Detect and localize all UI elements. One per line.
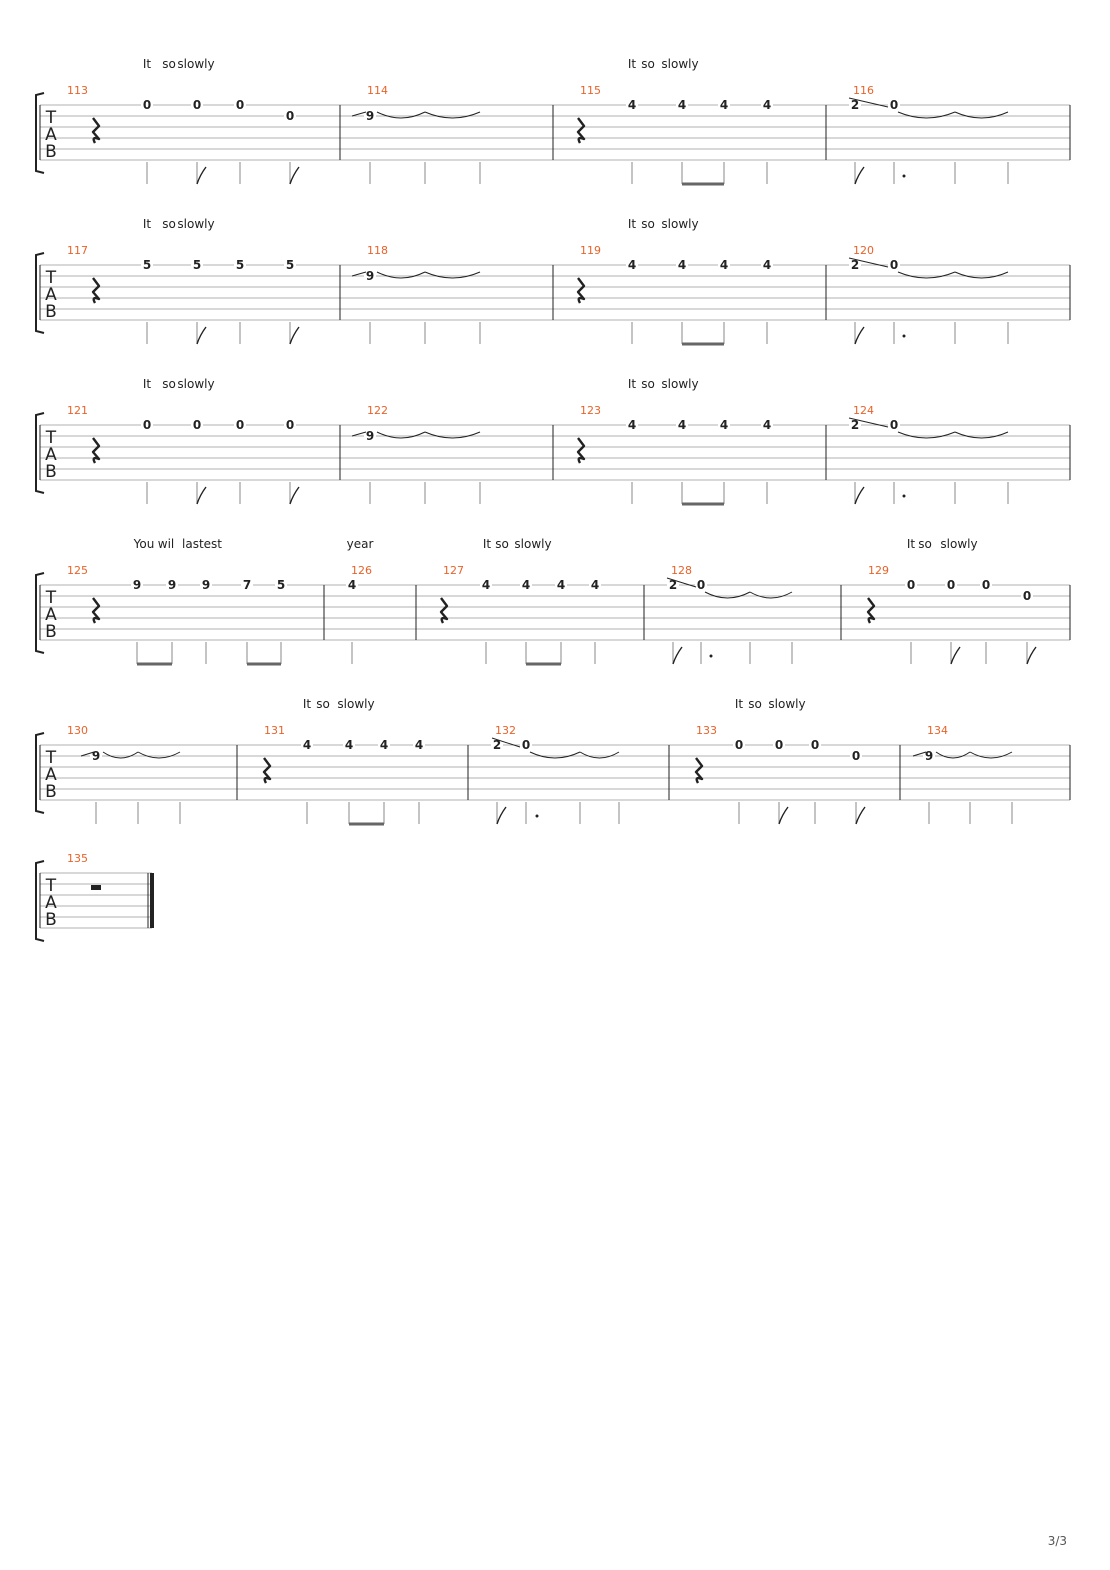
fret-number: 7 [242, 578, 252, 592]
lyric-word: slowly [661, 377, 699, 391]
fret-number: 4 [762, 98, 772, 112]
lyric-word: It [142, 57, 152, 71]
lyric-word: so [316, 697, 330, 711]
fret-number: 0 [946, 578, 956, 592]
fret-number: 2 [850, 258, 860, 272]
measure-number: 121 [67, 404, 88, 417]
quarter-rest [93, 118, 99, 143]
fret-number: 4 [719, 258, 729, 272]
dot [903, 495, 906, 498]
tab-clef-a: A [45, 125, 57, 145]
lyric-word: slowly [177, 57, 215, 71]
quarter-rest [93, 598, 99, 623]
measure-number: 118 [367, 244, 388, 257]
measure-number: 119 [580, 244, 601, 257]
fret-number: 9 [201, 578, 211, 592]
fret-number: 4 [344, 738, 354, 752]
fret-number: 9 [924, 749, 934, 763]
fret-number: 4 [627, 418, 637, 432]
tab-clef-b: B [45, 782, 57, 802]
eighth-flag [197, 167, 206, 184]
lyric-word: so [641, 377, 655, 391]
lyric-word: so [495, 537, 509, 551]
tie-arc [425, 272, 480, 278]
tab-clef-b: B [45, 622, 57, 642]
tie-arc [750, 592, 792, 598]
measure-number: 113 [67, 84, 88, 97]
fret-number: 9 [167, 578, 177, 592]
tie-arc [970, 752, 1012, 758]
fret-number: 2 [668, 578, 678, 592]
eighth-flag [855, 327, 864, 344]
fret-number: 0 [192, 98, 202, 112]
tab-clef-a: A [45, 285, 57, 305]
fret-number: 0 [142, 98, 152, 112]
measure-number: 125 [67, 564, 88, 577]
lyric-word: It [482, 537, 492, 551]
eighth-flag [855, 167, 864, 184]
slide-line [352, 112, 366, 116]
lyric-word: so [162, 217, 176, 231]
eighth-flag [951, 647, 960, 664]
lyric-word: slowly [514, 537, 552, 551]
tie-arc [377, 112, 425, 118]
eighth-flag [290, 487, 299, 504]
lyric-word: so [641, 217, 655, 231]
dot [903, 175, 906, 178]
fret-number: 2 [492, 738, 502, 752]
fret-number: 4 [556, 578, 566, 592]
dot [903, 335, 906, 338]
lyric-word: so [748, 697, 762, 711]
fret-number: 0 [774, 738, 784, 752]
fret-number: 0 [906, 578, 916, 592]
tie-arc [955, 112, 1008, 118]
tie-arc [425, 432, 480, 438]
fret-number: 0 [192, 418, 202, 432]
dot [536, 815, 539, 818]
lyric-word: slowly [768, 697, 806, 711]
measure-number: 115 [580, 84, 601, 97]
fret-number: 4 [521, 578, 531, 592]
lyric-word: slowly [177, 377, 215, 391]
measure-number: 131 [264, 724, 285, 737]
tie-arc [955, 272, 1008, 278]
lyric-word: It [142, 217, 152, 231]
measure-number: 122 [367, 404, 388, 417]
lyric-word: slowly [337, 697, 375, 711]
tie-arc [580, 752, 619, 758]
measure-number: 132 [495, 724, 516, 737]
fret-number: 2 [850, 98, 860, 112]
fret-number: 9 [91, 749, 101, 763]
lyric-word: It [734, 697, 744, 711]
fret-number: 4 [627, 98, 637, 112]
measure-number: 126 [351, 564, 372, 577]
eighth-flag [1027, 647, 1036, 664]
measure-number: 133 [696, 724, 717, 737]
fret-number: 4 [347, 578, 357, 592]
fret-number: 9 [365, 109, 375, 123]
tie-arc [898, 432, 955, 438]
fret-number: 2 [850, 418, 860, 432]
tab-clef-t: T [45, 268, 57, 288]
fret-number: 4 [677, 418, 687, 432]
eighth-flag [197, 487, 206, 504]
fret-number: 0 [696, 578, 706, 592]
fret-number: 0 [851, 749, 861, 763]
tie-arc [898, 112, 955, 118]
eighth-flag [497, 807, 506, 824]
quarter-rest [93, 438, 99, 463]
fret-number: 0 [810, 738, 820, 752]
fret-number: 4 [302, 738, 312, 752]
lyric-word: year [346, 537, 374, 551]
lyric-word: lastest [182, 537, 222, 551]
fret-number: 0 [889, 258, 899, 272]
measure-number: 116 [853, 84, 874, 97]
fret-number: 4 [677, 98, 687, 112]
whole-rest [91, 885, 101, 890]
quarter-rest [578, 278, 584, 303]
fret-number: 4 [481, 578, 491, 592]
tie-arc [103, 752, 138, 758]
fret-number: 4 [677, 258, 687, 272]
quarter-rest [578, 438, 584, 463]
slide-line [352, 272, 366, 276]
eighth-flag [779, 807, 788, 824]
slide-line [352, 432, 366, 436]
tie-arc [898, 272, 955, 278]
fret-number: 0 [285, 109, 295, 123]
fret-number: 0 [521, 738, 531, 752]
tab-clef-a: A [45, 893, 57, 913]
lyric-word: so [918, 537, 932, 551]
fret-number: 5 [142, 258, 152, 272]
tab-clef-a: A [45, 605, 57, 625]
measure-number: 135 [67, 852, 88, 865]
quarter-rest [264, 758, 270, 783]
eighth-flag [856, 807, 865, 824]
fret-number: 0 [285, 418, 295, 432]
tie-arc [377, 432, 425, 438]
fret-number: 9 [365, 429, 375, 443]
quarter-rest [93, 278, 99, 303]
tab-clef-a: A [45, 765, 57, 785]
measure-number: 129 [868, 564, 889, 577]
fret-number: 5 [276, 578, 286, 592]
fret-number: 5 [192, 258, 202, 272]
measure-number: 134 [927, 724, 948, 737]
eighth-flag [290, 327, 299, 344]
fret-number: 4 [719, 418, 729, 432]
fret-number: 4 [762, 258, 772, 272]
fret-number: 5 [235, 258, 245, 272]
lyric-word: It [906, 537, 916, 551]
fret-number: 0 [1022, 589, 1032, 603]
tie-arc [138, 752, 180, 758]
eighth-flag [197, 327, 206, 344]
quarter-rest [868, 598, 874, 623]
lyric-word: It [142, 377, 152, 391]
lyric-word: It [627, 57, 637, 71]
measure-number: 123 [580, 404, 601, 417]
fret-number: 5 [285, 258, 295, 272]
fret-number: 4 [414, 738, 424, 752]
lyric-word: slowly [177, 217, 215, 231]
lyric-word: so [162, 377, 176, 391]
tab-clef-a: A [45, 445, 57, 465]
tie-arc [425, 112, 480, 118]
tab-clef-t: T [45, 588, 57, 608]
fret-number: 4 [379, 738, 389, 752]
fret-number: 0 [235, 98, 245, 112]
measure-number: 127 [443, 564, 464, 577]
fret-number: 0 [981, 578, 991, 592]
eighth-flag [855, 487, 864, 504]
measure-number: 120 [853, 244, 874, 257]
dot [710, 655, 713, 658]
eighth-flag [290, 167, 299, 184]
lyric-word: slowly [940, 537, 978, 551]
measure-number: 130 [67, 724, 88, 737]
tie-arc [705, 592, 750, 598]
lyric-word: It [302, 697, 312, 711]
lyric-word: so [162, 57, 176, 71]
tie-arc [955, 432, 1008, 438]
fret-number: 0 [889, 418, 899, 432]
eighth-flag [673, 647, 682, 664]
tab-clef-b: B [45, 142, 57, 162]
lyric-word: slowly [661, 57, 699, 71]
tab-clef-t: T [45, 748, 57, 768]
fret-number: 0 [235, 418, 245, 432]
measure-number: 117 [67, 244, 88, 257]
lyric-word: It [627, 217, 637, 231]
tab-clef-b: B [45, 302, 57, 322]
lyric-word: wil [157, 537, 175, 551]
page-number: 3/3 [1047, 1534, 1067, 1548]
fret-number: 0 [142, 418, 152, 432]
lyric-word: You [133, 537, 155, 551]
fret-number: 4 [590, 578, 600, 592]
fret-number: 9 [132, 578, 142, 592]
fret-number: 0 [734, 738, 744, 752]
measure-number: 114 [367, 84, 388, 97]
fret-number: 9 [365, 269, 375, 283]
tab-clef-t: T [45, 876, 57, 896]
quarter-rest [441, 598, 447, 623]
quarter-rest [696, 758, 702, 783]
tab-clef-b: B [45, 462, 57, 482]
tab-clef-t: T [45, 428, 57, 448]
lyric-word: slowly [661, 217, 699, 231]
fret-number: 4 [627, 258, 637, 272]
quarter-rest [578, 118, 584, 143]
lyric-word: so [641, 57, 655, 71]
tab-clef-b: B [45, 910, 57, 930]
tab-clef-t: T [45, 108, 57, 128]
fret-number: 4 [762, 418, 772, 432]
fret-number: 4 [719, 98, 729, 112]
fret-number: 0 [889, 98, 899, 112]
lyric-word: It [627, 377, 637, 391]
tie-arc [936, 752, 970, 758]
measure-number: 128 [671, 564, 692, 577]
measure-number: 124 [853, 404, 874, 417]
tie-arc [377, 272, 425, 278]
tie-arc [530, 752, 580, 758]
